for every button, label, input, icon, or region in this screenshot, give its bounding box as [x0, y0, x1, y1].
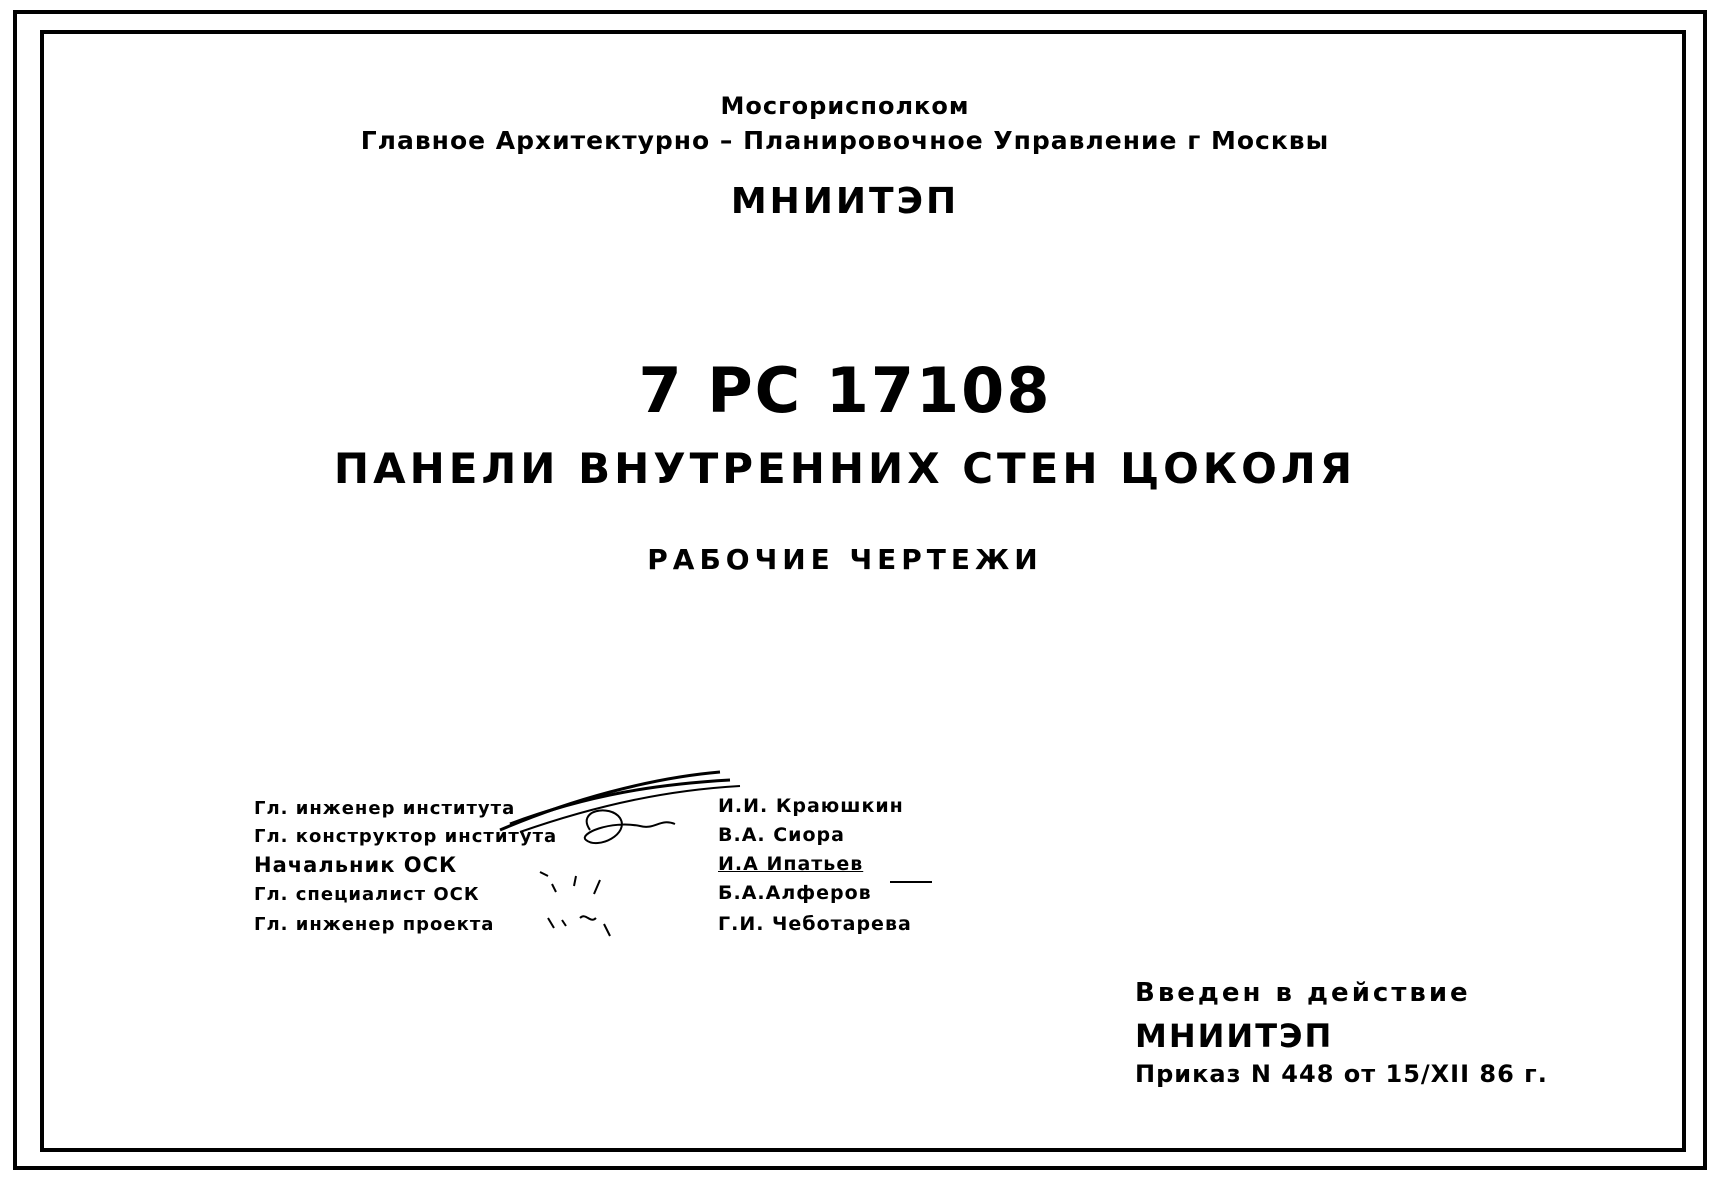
signature-role: Гл. специалист ОСК [254, 884, 480, 905]
enactment-line-2: МНИИТЭП [1135, 1017, 1334, 1055]
org-line-3: МНИИТЭП [730, 181, 960, 222]
document-title: ПАНЕЛИ ВНУТРЕННИХ СТЕН ЦОКОЛЯ [333, 444, 1357, 493]
org-line-2: Главное Архитектурно – Планировочное Управление г Москвы [360, 126, 1330, 155]
document-code: 7 РС 17108 [638, 354, 1052, 427]
signature-role: Гл. инженер проекта [254, 914, 495, 935]
org-line-1: Мосгорисполком [720, 92, 970, 120]
signature-name: В.А. Сиора [718, 824, 845, 846]
enactment-line-1: Введен в действие [1135, 978, 1471, 1008]
signature-name: Г.И. Чеботарева [718, 913, 912, 935]
signature-name: И.А Ипатьев [718, 853, 864, 875]
signature-role: Начальник ОСК [254, 853, 458, 877]
signature-name: Б.А.Алферов [718, 882, 872, 904]
signature-role: Гл. инженер института [254, 798, 516, 819]
enactment-line-3: Приказ N 448 от 15/XII 86 г. [1135, 1060, 1548, 1088]
signature-name: И.И. Краюшкин [718, 795, 904, 817]
document-subtitle: РАБОЧИЕ ЧЕРТЕЖИ [647, 543, 1043, 576]
signature-role: Гл. конструктор института [254, 826, 558, 847]
handwritten-signatures [480, 760, 950, 980]
